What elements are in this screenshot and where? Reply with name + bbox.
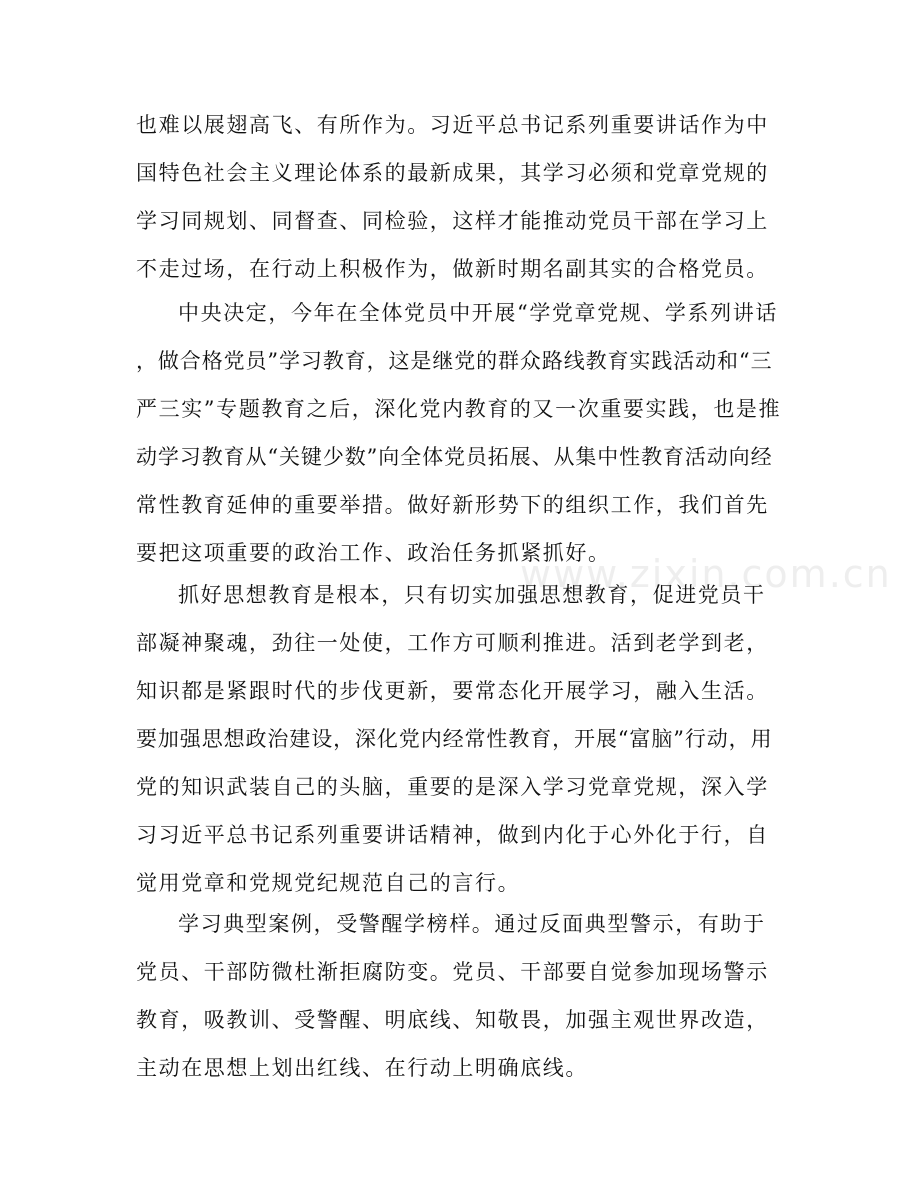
text-line: 国特色社会主义理论体系的最新成果，其学习必须和党章党规的: [136, 161, 769, 185]
paragraph-3: [136, 571, 786, 907]
text-line: 学习典型案例，受警醒学榜样。通过反面典型警示，有助于: [178, 912, 766, 936]
text-line: 不走过场，在行动上积极作为，做新时期名副其实的合格党员。: [136, 257, 769, 281]
text-line: 抓好思想教育是根本，只有切实加强思想教育，促进党员干: [178, 583, 766, 607]
text-line: 党员、干部防微杜渐拒腐防变。党员、干部要自觉参加现场警示: [136, 960, 769, 984]
text-line: 主动在思想上划出红线、在行动上明确底线。: [136, 1056, 588, 1080]
text-line: 党的知识武装自己的头脑，重要的是深入学习党章党规，深入学: [136, 775, 769, 799]
watermark: www.zixin.com.cn: [520, 552, 892, 596]
text-line: 要把这项重要的政治工作、政治任务抓紧抓好。: [136, 541, 611, 565]
paragraph-1: [136, 101, 786, 293]
text-line: 教育，吸教训、受警醒、明底线、知敬畏，加强主观世界改造，: [136, 1008, 769, 1032]
paragraph-2: [136, 289, 786, 577]
text-line: 要加强思想政治建设，深化党内经常性教育，开展“富脑”行动，用: [136, 727, 773, 751]
text-line: 严三实”专题教育之后，深化党内教育的又一次重要实践，也是推: [136, 397, 782, 421]
text-line: ，做合格党员”学习教育，这是继党的群众路线教育实践活动和“三: [136, 349, 773, 373]
text-line: 也难以展翅高飞、有所作为。习近平总书记系列重要讲话作为中: [136, 113, 769, 137]
text-line: 学习同规划、同督查、同检验，这样才能推动党员干部在学习上: [136, 209, 769, 233]
paragraph-4: [136, 900, 786, 1092]
text-line: 动学习教育从“关键少数”向全体党员拓展、从集中性教育活动向经: [136, 445, 773, 469]
text-line: 习习近平总书记系列重要讲话精神，做到内化于心外化于行，自: [136, 823, 769, 847]
text-line: 中央决定，今年在全体党员中开展“学党章党规、学系列讲话: [178, 301, 778, 325]
text-line: 部凝神聚魂，劲往一处使，工作方可顺利推进。活到老学到老，: [136, 631, 769, 655]
text-line: 知识都是紧跟时代的步伐更新，要常态化开展学习，融入生活。: [136, 679, 769, 703]
text-line: 常性教育延伸的重要举措。做好新形势下的组织工作，我们首先: [136, 493, 769, 517]
text-line: 觉用党章和党规党纪规范自己的言行。: [136, 871, 521, 895]
